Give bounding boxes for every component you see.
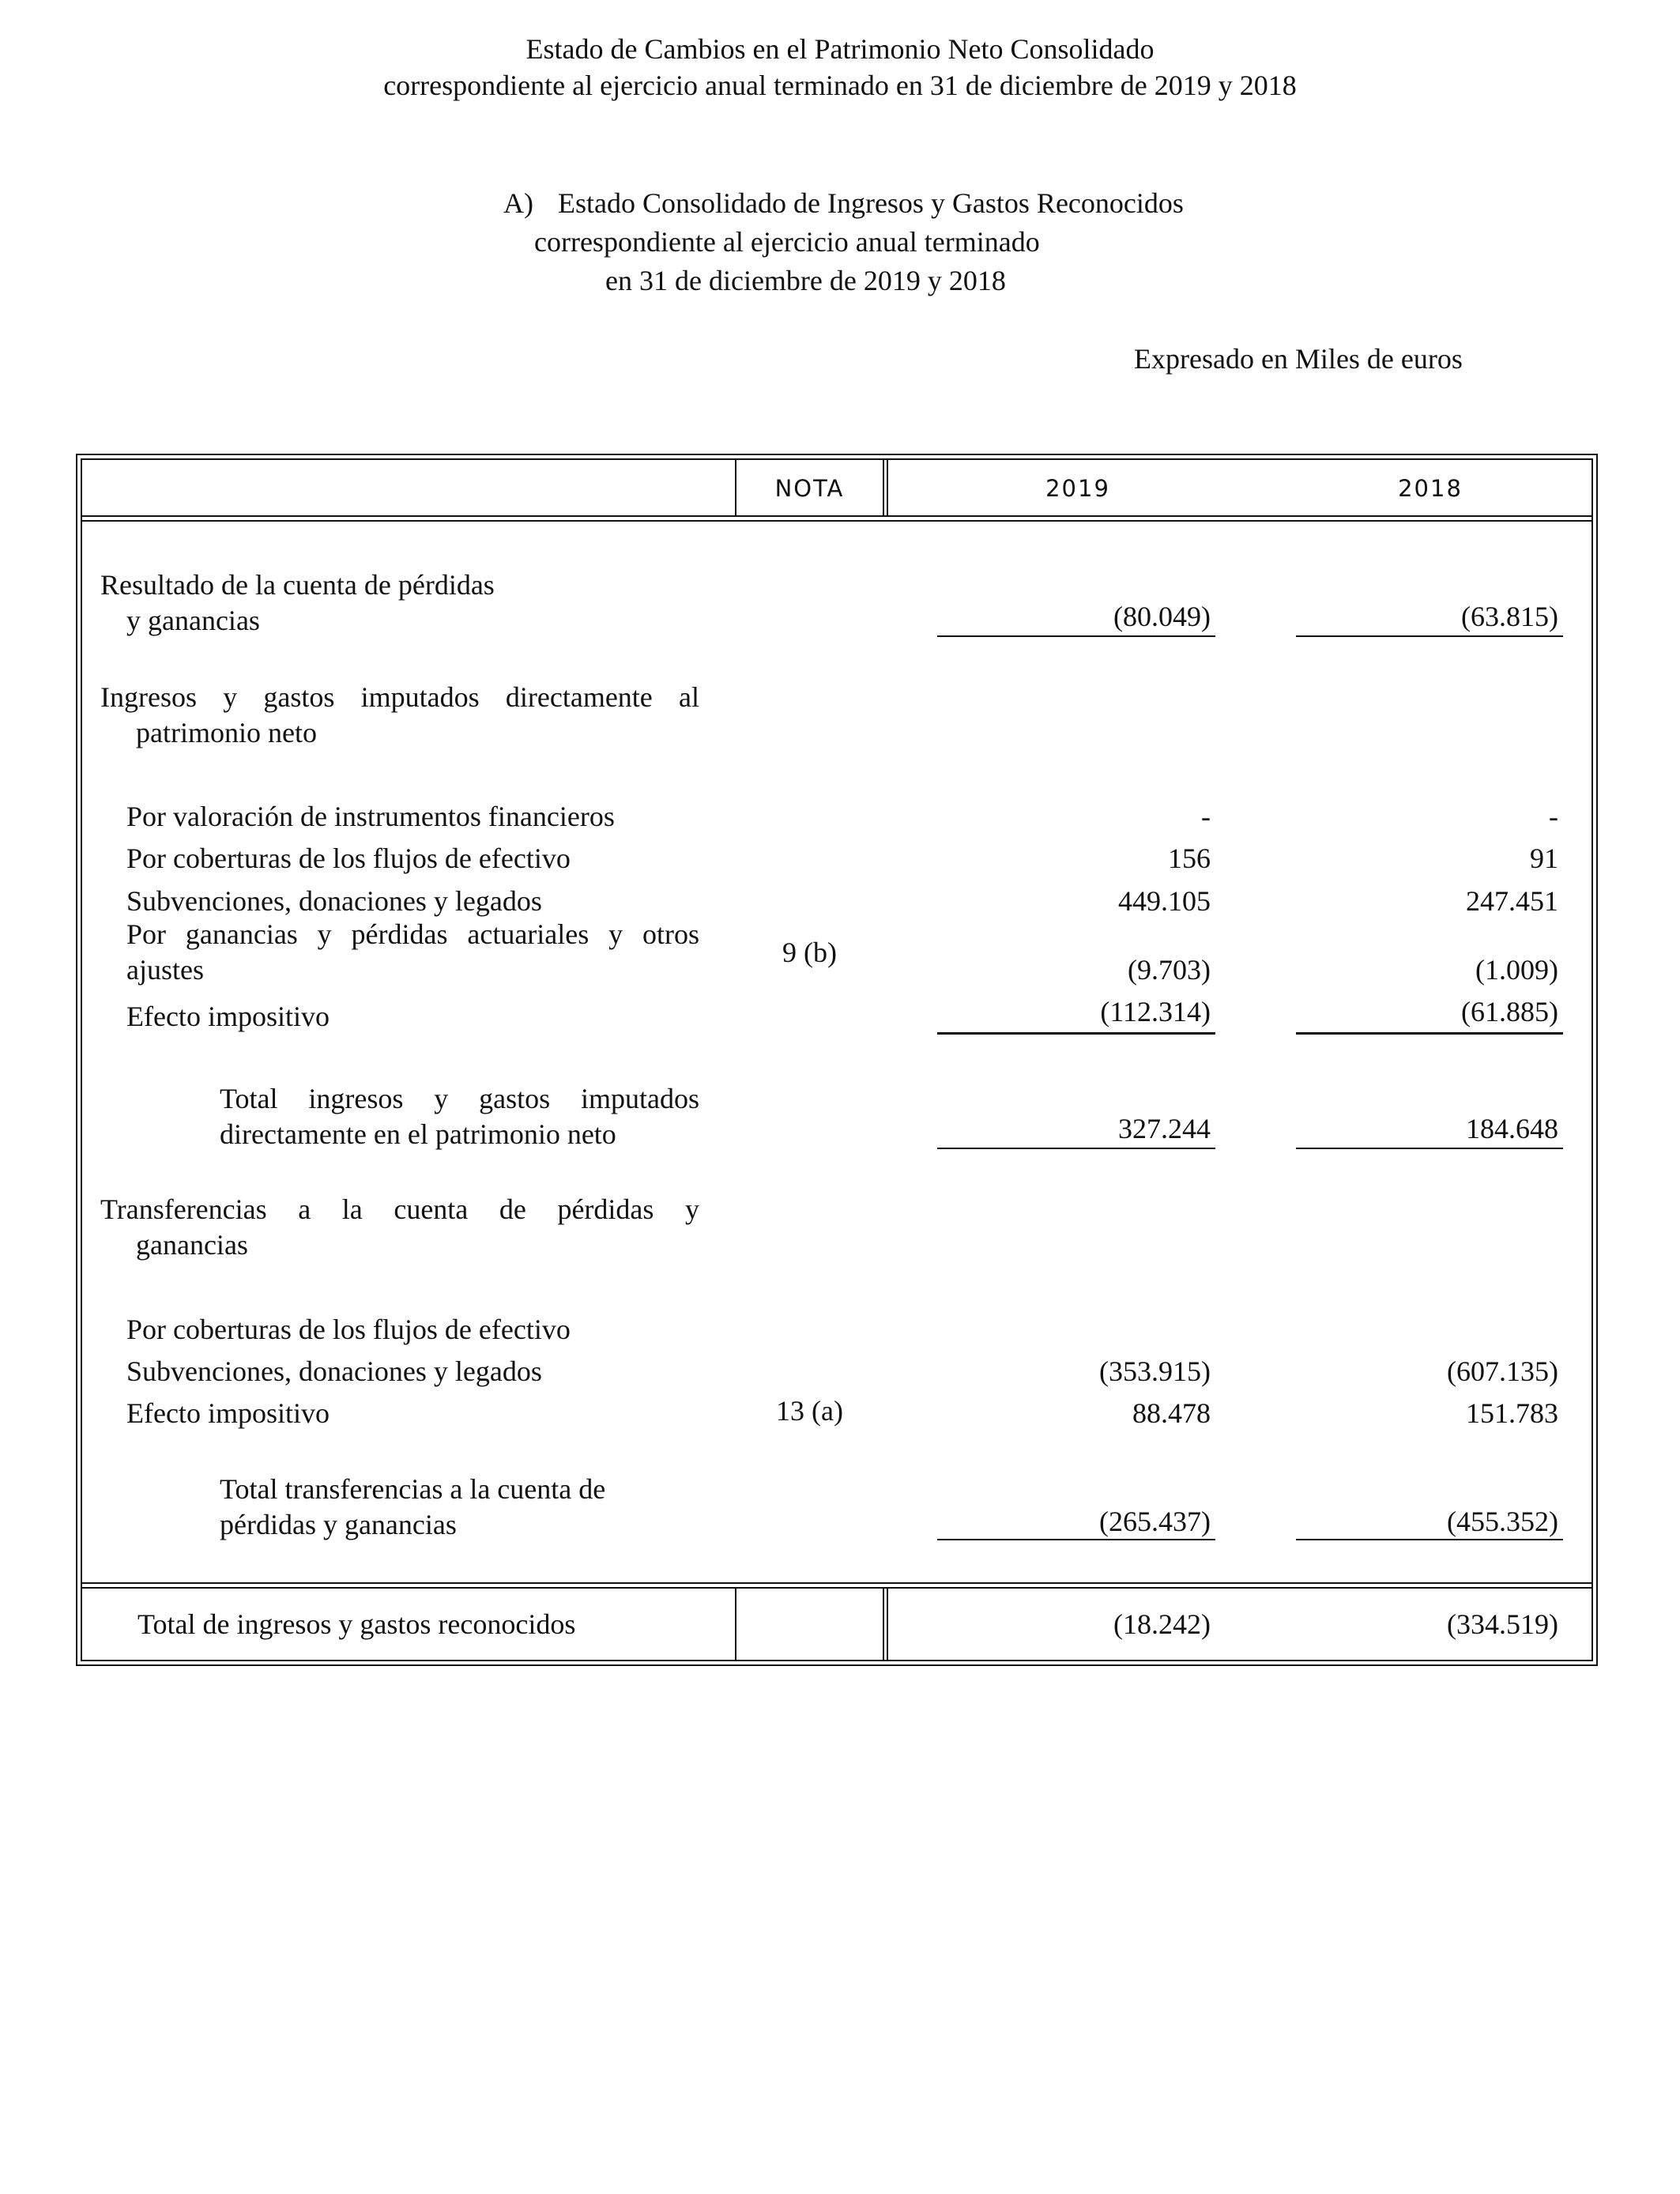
- document-title: Estado de Cambios en el Patrimonio Neto Consolidado: [525, 33, 1155, 65]
- ingresos-item-label: Por coberturas de los flujos de efectivo: [126, 843, 571, 874]
- resultado-label-line2: y ganancias: [126, 605, 260, 636]
- units-note: Expresado en Miles de euros: [1134, 343, 1463, 375]
- transfer-item-2019: 88.478: [1132, 1397, 1211, 1429]
- ingresos-underline-2018: [1296, 1032, 1563, 1035]
- ingresos-underline-2019: [937, 1032, 1215, 1035]
- total-ingresos-2018: 184.648: [1466, 1113, 1558, 1144]
- ingresos-item-label: Efecto impositivo: [126, 1001, 330, 1032]
- total-transfer-2018: (455.352): [1447, 1506, 1558, 1537]
- total-transfer-underline-2018: [1296, 1539, 1563, 1540]
- ingresos-nota: 9 (b): [782, 937, 837, 968]
- total-ingresos-2019: 327.244: [1118, 1113, 1211, 1144]
- total-separator-2: [81, 1587, 1593, 1589]
- transfer-item-label: Efecto impositivo: [126, 1397, 330, 1429]
- transfer-item-2019: (353.915): [1099, 1355, 1211, 1387]
- ingresos-item-2019: 156: [1168, 843, 1211, 874]
- document-subtitle: correspondiente al ejercicio anual terminado en 31 de diciembre de 2019 y 2018: [383, 70, 1297, 101]
- total-col-sep-2: [883, 1587, 884, 1661]
- ingresos-item-2019: (112.314): [1100, 996, 1211, 1027]
- grand-total-2018: (334.519): [1447, 1608, 1558, 1640]
- resultado-label-line1: Resultado de la cuenta de pérdidas: [100, 569, 495, 601]
- transfer-heading-line2: ganancias: [136, 1229, 248, 1261]
- ingresos-item-2019: (9.703): [1128, 954, 1211, 986]
- resultado-2018: (63.815): [1461, 601, 1558, 632]
- total-ingresos-line2: directamente en el patrimonio neto: [220, 1118, 616, 1150]
- ingresos-item-2018: 247.451: [1466, 885, 1558, 917]
- section-letter: A): [503, 187, 533, 219]
- header-col-sep-2: [883, 458, 884, 517]
- total-col-sep-1: [735, 1587, 736, 1661]
- transfer-heading-line1: Transferencias a la cuenta de pérdidas y: [100, 1193, 699, 1225]
- col-header-2019: 2019: [1045, 475, 1110, 502]
- transfer-nota: 13 (a): [776, 1395, 843, 1427]
- section-dates: en 31 de diciembre de 2019 y 2018: [605, 265, 1006, 296]
- ingresos-item-2018: -: [1549, 801, 1558, 832]
- total-col-sep-3: [887, 1587, 888, 1661]
- transfer-item-2018: (607.135): [1447, 1355, 1558, 1387]
- ingresos-item-2018: (1.009): [1475, 954, 1558, 986]
- total-transfer-2019: (265.437): [1099, 1506, 1211, 1537]
- total-ingresos-underline-2019: [937, 1148, 1215, 1149]
- ingresos-item-label: Subvenciones, donaciones y legados: [126, 885, 542, 917]
- ingresos-item-2018: 91: [1530, 843, 1558, 874]
- resultado-underline-2018: [1296, 635, 1563, 637]
- grand-total-2019: (18.242): [1113, 1608, 1211, 1640]
- section-subtitle: correspondiente al ejercicio anual terminado: [534, 226, 1040, 258]
- resultado-2019: (80.049): [1113, 601, 1211, 632]
- col-header-2018: 2018: [1398, 475, 1463, 502]
- ingresos-item-2019: -: [1201, 801, 1211, 832]
- ingresos-item-2019: 449.105: [1118, 885, 1211, 917]
- ingresos-item-label: Por valoración de instrumentos financieros: [126, 801, 615, 832]
- section-title: Estado Consolidado de Ingresos y Gastos Reconocidos: [558, 187, 1184, 219]
- resultado-underline-2019: [937, 635, 1215, 637]
- transfer-item-label: Subvenciones, donaciones y legados: [126, 1355, 542, 1387]
- total-transfer-underline-2019: [937, 1539, 1215, 1540]
- grand-total-label: Total de ingresos y gastos reconocidos: [137, 1608, 576, 1640]
- total-separator-1: [81, 1582, 1593, 1584]
- total-ingresos-underline-2018: [1296, 1148, 1563, 1149]
- total-ingresos-line1: Total ingresos y gastos imputados: [220, 1083, 699, 1114]
- header-separator-2: [81, 520, 1593, 522]
- total-transfer-line1: Total transferencias a la cuenta de: [220, 1473, 606, 1505]
- ingresos-heading-line2: patrimonio neto: [136, 717, 317, 748]
- transfer-item-2018: 151.783: [1466, 1397, 1558, 1429]
- total-transfer-line2: pérdidas y ganancias: [220, 1509, 457, 1540]
- ingresos-item-label-cont: ajustes: [126, 954, 204, 986]
- col-header-nota: NOTA: [774, 475, 845, 502]
- transfer-item-label: Por coberturas de los flujos de efectivo: [126, 1314, 571, 1345]
- ingresos-heading-line1: Ingresos y gastos imputados directamente al: [100, 681, 699, 713]
- ingresos-item-label: Por ganancias y pérdidas actuariales y otros: [126, 918, 699, 950]
- header-separator-1: [81, 515, 1593, 517]
- ingresos-item-2018: (61.885): [1461, 996, 1558, 1027]
